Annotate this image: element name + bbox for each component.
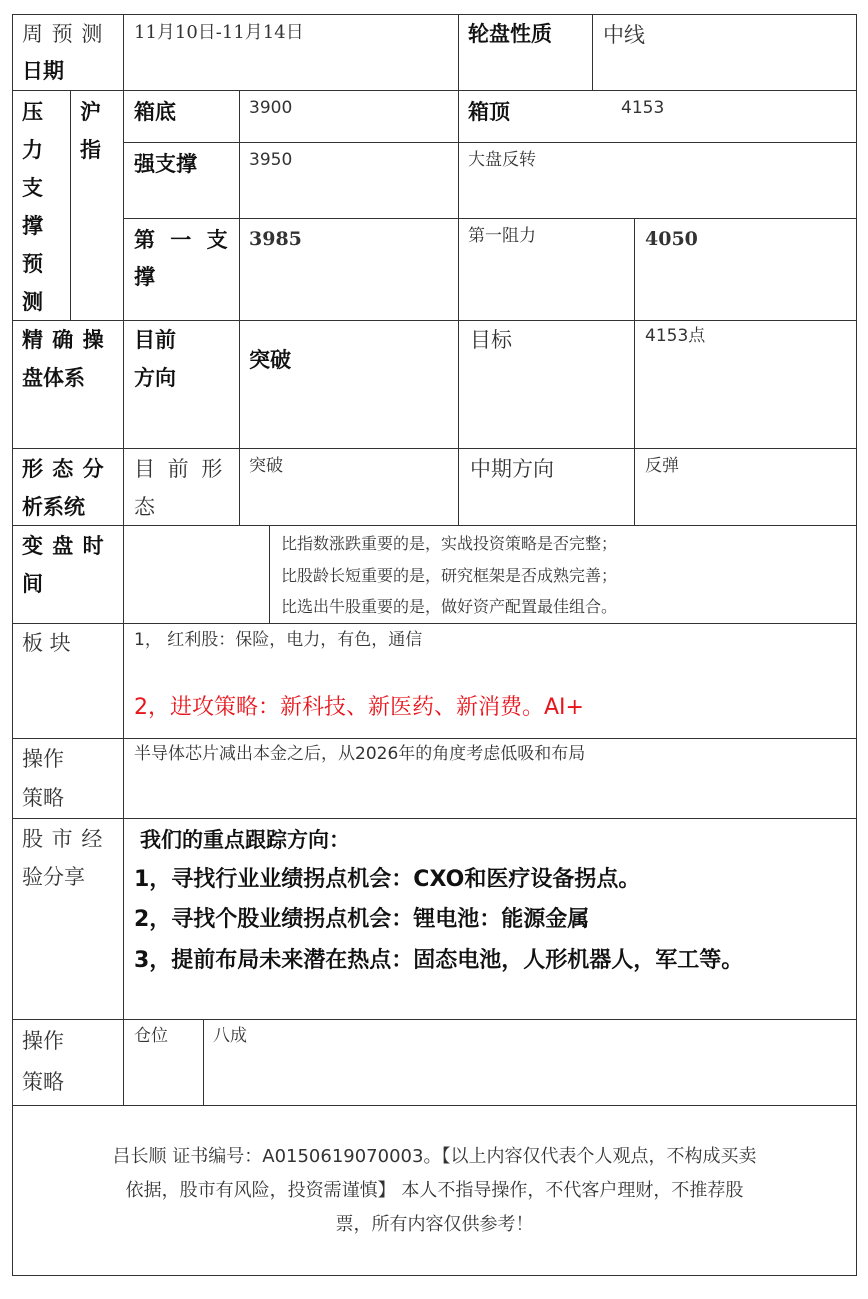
pressure-support-char: 测 (22, 290, 43, 314)
disclaimer (14, 1140, 855, 1242)
pressure-support-char: 预 (22, 252, 43, 276)
experience-label-cont: 验分享 (22, 865, 85, 889)
pattern-analysis-label: 形 态 分 (22, 457, 105, 481)
date-label: 日期 (22, 59, 64, 83)
table-border-left (12, 14, 13, 1276)
turning-note: 比股龄长短重要的是，研究框架是否成熟完善； (281, 566, 618, 585)
turning-note: 比选出牛股重要的是，做好资产配置最佳组合。 (281, 597, 618, 616)
table-border-right (856, 14, 857, 1276)
position-label: 仓位 (134, 1026, 168, 1046)
experience-label: 股 市 经 (22, 827, 104, 851)
precise-system-label-cont: 盘体系 (22, 366, 85, 390)
strategy-label-cont: 策略 (22, 786, 64, 810)
strong-support-label: 强支撑 (134, 152, 197, 176)
first-resistance-value: 4050 (645, 228, 698, 250)
current-pattern-label-cont: 态 (134, 495, 155, 519)
index-label-char: 指 (80, 138, 101, 162)
row-divider (12, 90, 857, 91)
row-divider (12, 525, 857, 526)
pressure-support-char: 撑 (22, 214, 43, 238)
turning-note: 比指数涨跌重要的是，实战投资策略是否完整； (281, 534, 618, 553)
wheel-nature-label: 轮盘性质 (468, 22, 552, 46)
row-divider (12, 818, 857, 819)
box-bottom-value: 3900 (249, 98, 293, 118)
disclaimer-line: 依据，股市有风险，投资需谨慎】 本人不指导操作，不代客户理财，不推荐股 (125, 1180, 744, 1201)
sectors-label: 板 块 (22, 631, 71, 655)
tracking-heading: 我们的重点跟踪方向： (140, 828, 350, 852)
first-support-value: 3985 (249, 228, 302, 250)
pressure-support-char: 支 (22, 176, 43, 200)
tracking-point: 3，提前布局未来潜在热点：固态电池，人形机器人，军工等。 (134, 948, 744, 973)
row-divider (12, 320, 857, 321)
col-divider (123, 14, 124, 1105)
week-forecast-label: 周 预 测 (22, 22, 104, 46)
strategy-label-cont: 策略 (22, 1070, 64, 1094)
target-label: 目标 (470, 328, 512, 352)
row-divider (12, 1019, 857, 1020)
col-divider (70, 90, 71, 320)
first-support-label-cont: 撑 (134, 265, 155, 289)
position-value: 八成 (213, 1026, 247, 1046)
current-direction-label-cont: 方向 (134, 366, 176, 390)
mid-term-label: 中期方向 (470, 457, 554, 481)
turning-time-label-cont: 间 (22, 572, 43, 596)
current-direction-label: 目前 (134, 328, 176, 352)
row-divider (12, 738, 857, 739)
box-top-value: 4153 (621, 98, 665, 118)
box-bottom-label: 箱底 (134, 100, 176, 124)
wheel-nature-value: 中线 (603, 23, 645, 47)
table-border-bottom (12, 1275, 857, 1276)
pattern-analysis-label-cont: 析系统 (22, 495, 85, 519)
mid-term-value: 反弹 (645, 456, 679, 476)
index-label-char: 沪 (80, 100, 101, 124)
strong-support-value: 3950 (249, 150, 293, 170)
current-pattern-label: 目 前 形 (134, 457, 226, 481)
pressure-support-char: 压 (22, 100, 43, 124)
row-divider (12, 448, 857, 449)
col-divider (203, 1019, 204, 1105)
col-divider (592, 14, 593, 90)
strategy-text: 半导体芯片减出本金之后，从2026年的角度考虑低吸和布局 (134, 744, 586, 764)
first-resistance-label: 第一阻力 (468, 226, 536, 246)
pressure-support-char: 力 (22, 138, 43, 162)
disclaimer-line: 吕长顺 证书编号：A0150619070003。【以上内容仅代表个人观点，不构成买卖 (112, 1146, 757, 1167)
current-pattern-value: 突破 (249, 456, 283, 476)
strategy-label: 操作 (22, 747, 64, 771)
col-divider (634, 218, 635, 525)
tracking-point: 2，寻找个股业绩拐点机会：锂电池：能源金属 (134, 907, 590, 932)
box-top-label: 箱顶 (468, 100, 510, 124)
row-divider (12, 1105, 857, 1106)
first-support-label: 第 一 支 (134, 228, 232, 252)
target-value: 4153点 (645, 326, 706, 346)
market-reversal-text: 大盘反转 (468, 150, 536, 170)
row-divider (123, 142, 857, 143)
col-divider (458, 14, 459, 525)
current-direction-value: 突破 (249, 348, 291, 372)
col-divider (239, 90, 240, 525)
turning-time-label: 变 盘 时 (22, 534, 105, 558)
sectors-line1: 1， 红利股：保险，电力，有色，通信 (134, 630, 423, 650)
strategy-label: 操作 (22, 1029, 64, 1053)
disclaimer-line: 票，所有内容仅供参考！ (335, 1214, 534, 1235)
date-range: 11月10日-11月14日 (134, 22, 304, 43)
table-border-top (12, 14, 857, 15)
col-divider (269, 525, 270, 623)
precise-system-label: 精 确 操 (22, 328, 105, 352)
row-divider (12, 623, 857, 624)
row-divider (123, 218, 857, 219)
sectors-line2: 2，进攻策略：新科技、新医药、新消费。AI+ (134, 695, 584, 720)
tracking-point: 1，寻找行业业绩拐点机会：CXO和医疗设备拐点。 (134, 867, 641, 892)
